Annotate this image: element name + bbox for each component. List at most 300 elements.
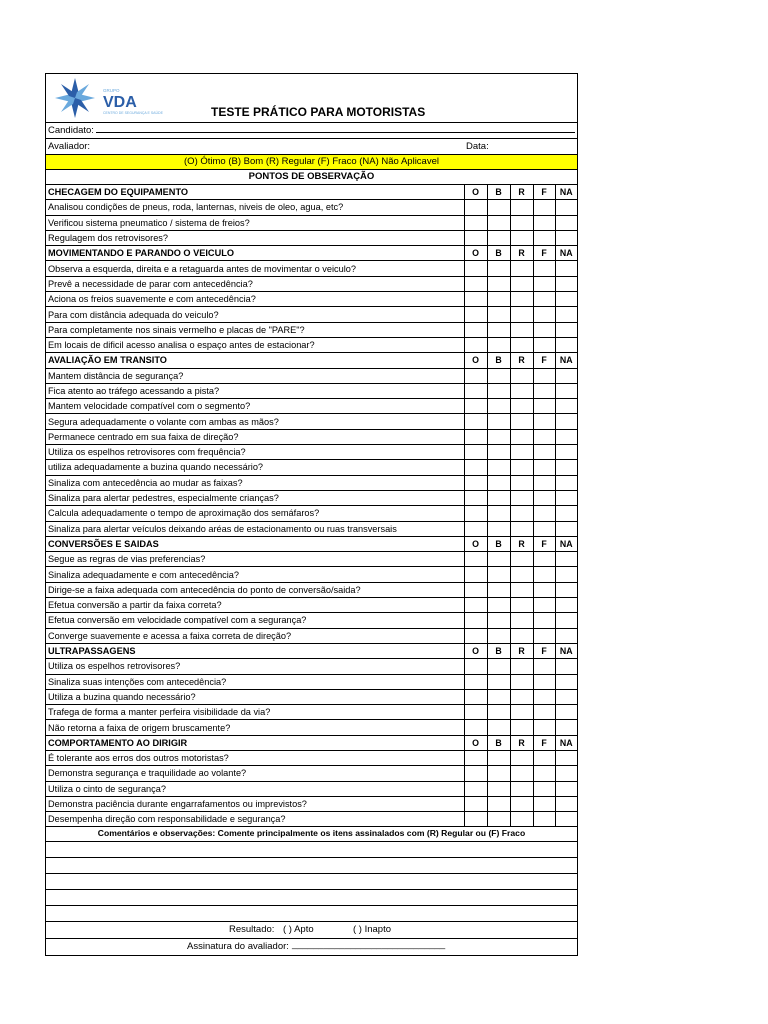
column-header: R: [510, 353, 533, 368]
rating-cell[interactable]: [533, 598, 555, 613]
rating-cell[interactable]: [464, 796, 487, 811]
rating-cell[interactable]: [533, 582, 555, 597]
section-title: CHECAGEM DO EQUIPAMENTO: [46, 185, 464, 200]
rating-cell[interactable]: [555, 261, 577, 276]
rating-cell[interactable]: [510, 689, 533, 704]
rating-cell[interactable]: [555, 307, 577, 322]
rating-cell[interactable]: [510, 230, 533, 245]
rating-cell[interactable]: [487, 781, 510, 796]
column-header: NA: [555, 536, 577, 551]
checklist-row: [46, 750, 577, 765]
section-header: [46, 536, 577, 551]
rating-cell[interactable]: [555, 598, 577, 613]
rating-cell[interactable]: [487, 276, 510, 291]
rating-cell[interactable]: [487, 659, 510, 674]
checklist-row: [46, 781, 577, 796]
rating-cell[interactable]: [510, 812, 533, 827]
checklist-question: Utiliza os espelhos retrovisores com frequência?: [46, 445, 464, 460]
rating-cell[interactable]: [464, 215, 487, 230]
checklist-row: [46, 689, 577, 704]
rating-cell[interactable]: [464, 230, 487, 245]
rating-cell[interactable]: [533, 659, 555, 674]
column-header: B: [487, 246, 510, 261]
rating-cell[interactable]: [533, 337, 555, 352]
rating-cell[interactable]: [533, 720, 555, 735]
rating-cell[interactable]: [464, 598, 487, 613]
rating-cell[interactable]: [555, 750, 577, 765]
checklist-question: Sinaliza suas intenções com antecedência?: [46, 674, 464, 689]
rating-cell[interactable]: [510, 200, 533, 215]
column-header: R: [510, 735, 533, 750]
checklist-question: Para completamente nos sinais vermelho e placas de "PARE"?: [46, 322, 464, 337]
checklist-question: Permanece centrado em sua faixa de direção?: [46, 429, 464, 444]
rating-cell[interactable]: [555, 796, 577, 811]
rating-cell[interactable]: [510, 613, 533, 628]
page-title: TESTE PRÁTICO PARA MOTORISTAS: [211, 105, 426, 119]
checklist-row: [46, 628, 577, 643]
rating-cell[interactable]: [510, 337, 533, 352]
rating-cell[interactable]: [487, 337, 510, 352]
rating-cell[interactable]: [510, 750, 533, 765]
checklist-row: [46, 215, 577, 230]
column-header: O: [464, 185, 487, 200]
rating-cell[interactable]: [533, 750, 555, 765]
column-header: O: [464, 536, 487, 551]
checklist-question: Mantem velocidade compatível com o segmento?: [46, 399, 464, 414]
rating-cell[interactable]: [510, 445, 533, 460]
rating-cell[interactable]: [555, 230, 577, 245]
rating-cell[interactable]: [464, 399, 487, 414]
rating-cell[interactable]: [464, 628, 487, 643]
checklist-row: [46, 812, 577, 827]
rating-cell[interactable]: [464, 705, 487, 720]
rating-cell[interactable]: [510, 552, 533, 567]
section-title: MOVIMENTANDO E PARANDO O VEICULO: [46, 246, 464, 261]
checklist-question: Trafega de forma a manter perfeira visibilidade da via?: [46, 705, 464, 720]
rating-cell[interactable]: [464, 307, 487, 322]
rating-cell[interactable]: [464, 567, 487, 582]
checklist-question: Analisou condições de pneus, roda, lanternas, niveis de oleo, agua, etc?: [46, 200, 464, 215]
column-header: O: [464, 246, 487, 261]
rating-cell[interactable]: [464, 414, 487, 429]
rating-cell[interactable]: [487, 475, 510, 490]
rating-cell[interactable]: [487, 307, 510, 322]
rating-cell[interactable]: [464, 276, 487, 291]
checklist-question: Prevê a necessidade de parar com antecedência?: [46, 276, 464, 291]
column-header: R: [510, 246, 533, 261]
rating-cell[interactable]: [487, 521, 510, 536]
rating-cell[interactable]: [510, 368, 533, 383]
checklist-row: [46, 230, 577, 245]
rating-cell[interactable]: [487, 582, 510, 597]
rating-cell[interactable]: [533, 414, 555, 429]
checklist-question: Aciona os freios suavemente e com antecedência?: [46, 292, 464, 307]
rating-cell[interactable]: [533, 383, 555, 398]
rating-cell[interactable]: [533, 705, 555, 720]
rating-cell[interactable]: [487, 460, 510, 475]
rating-cell[interactable]: [487, 628, 510, 643]
rating-cell[interactable]: [533, 475, 555, 490]
rating-cell[interactable]: [464, 200, 487, 215]
rating-cell[interactable]: [510, 674, 533, 689]
rating-cell[interactable]: [510, 215, 533, 230]
column-header: NA: [555, 353, 577, 368]
rating-cell[interactable]: [555, 582, 577, 597]
checklist-question: Utiliza a buzina quando necessário?: [46, 689, 464, 704]
comment-line[interactable]: [46, 842, 577, 858]
rating-cell[interactable]: [555, 215, 577, 230]
rating-cell[interactable]: [555, 628, 577, 643]
rating-cell[interactable]: [510, 490, 533, 505]
rating-cell[interactable]: [510, 659, 533, 674]
rating-cell[interactable]: [487, 796, 510, 811]
rating-cell[interactable]: [555, 383, 577, 398]
rating-cell[interactable]: [487, 292, 510, 307]
rating-cell[interactable]: [487, 414, 510, 429]
rating-cell[interactable]: [487, 812, 510, 827]
checklist-question: Sinaliza para alertar pedestres, especialmente crianças?: [46, 490, 464, 505]
driver-test-form: [45, 73, 578, 956]
checklist-question: Efetua conversão a partir da faixa correta?: [46, 598, 464, 613]
checklist-row: [46, 490, 577, 505]
rating-cell[interactable]: [510, 766, 533, 781]
checklist-row: [46, 674, 577, 689]
column-header: B: [487, 185, 510, 200]
section-header: [46, 246, 577, 261]
column-header: B: [487, 643, 510, 658]
rating-cell[interactable]: [555, 720, 577, 735]
column-header: B: [487, 536, 510, 551]
rating-cell[interactable]: [510, 383, 533, 398]
checklist-row: [46, 261, 577, 276]
rating-cell[interactable]: [555, 276, 577, 291]
checklist-question: Desempenha direção com responsabilidade e segurança?: [46, 812, 464, 827]
rating-cell[interactable]: [555, 337, 577, 352]
rating-cell[interactable]: [533, 292, 555, 307]
rating-cell[interactable]: [533, 429, 555, 444]
checklist-row: [46, 475, 577, 490]
rating-cell[interactable]: [533, 276, 555, 291]
rating-cell[interactable]: [555, 292, 577, 307]
rating-cell[interactable]: [487, 705, 510, 720]
rating-cell[interactable]: [533, 766, 555, 781]
rating-cell[interactable]: [464, 689, 487, 704]
rating-cell[interactable]: [464, 812, 487, 827]
rating-cell[interactable]: [487, 322, 510, 337]
rating-cell[interactable]: [487, 689, 510, 704]
rating-cell[interactable]: [533, 215, 555, 230]
rating-cell[interactable]: [487, 383, 510, 398]
checklist-question: Observa a esquerda, direita e a retaguarda antes de movimentar o veiculo?: [46, 261, 464, 276]
checklist-question: Verificou sistema pneumatico / sistema de freios?: [46, 215, 464, 230]
rating-cell[interactable]: [464, 659, 487, 674]
rating-cell[interactable]: [510, 796, 533, 811]
rating-cell[interactable]: [533, 552, 555, 567]
rating-cell[interactable]: [533, 490, 555, 505]
checklist-question: Regulagem dos retrovisores?: [46, 230, 464, 245]
rating-cell[interactable]: [487, 200, 510, 215]
checklist-row: [46, 445, 577, 460]
section-header: [46, 353, 577, 368]
checklist-row: [46, 552, 577, 567]
rating-cell[interactable]: [533, 567, 555, 582]
rating-cell[interactable]: [510, 475, 533, 490]
comment-line[interactable]: [46, 890, 577, 906]
rating-cell[interactable]: [555, 445, 577, 460]
rating-cell[interactable]: [510, 781, 533, 796]
rating-cell[interactable]: [555, 689, 577, 704]
signature-row: [46, 939, 577, 955]
logo-brand-text: VDA: [103, 94, 137, 111]
rating-cell[interactable]: [487, 429, 510, 444]
rating-cell[interactable]: [533, 628, 555, 643]
rating-cell[interactable]: [533, 399, 555, 414]
rating-cell[interactable]: [555, 521, 577, 536]
rating-cell[interactable]: [555, 368, 577, 383]
rating-cell[interactable]: [464, 674, 487, 689]
rating-cell[interactable]: [555, 552, 577, 567]
column-header: F: [533, 536, 555, 551]
result-label: Resultado:: [229, 924, 275, 936]
rating-cell[interactable]: [464, 613, 487, 628]
rating-cell[interactable]: [533, 521, 555, 536]
form-header: [46, 74, 577, 123]
rating-cell[interactable]: [510, 521, 533, 536]
column-header: F: [533, 643, 555, 658]
rating-cell[interactable]: [533, 322, 555, 337]
column-header: NA: [555, 735, 577, 750]
rating-cell[interactable]: [510, 307, 533, 322]
rating-cell[interactable]: [555, 414, 577, 429]
rating-cell[interactable]: [464, 582, 487, 597]
rating-cell[interactable]: [487, 598, 510, 613]
rating-cell[interactable]: [510, 460, 533, 475]
rating-cell[interactable]: [555, 200, 577, 215]
rating-cell[interactable]: [510, 399, 533, 414]
column-header: O: [464, 735, 487, 750]
candidate-label: Candidato:: [48, 125, 94, 136]
rating-cell[interactable]: [533, 230, 555, 245]
comments-title: Comentários e observações: Comente principalmente os itens assinalados com (R) Regular ou (F) Fraco: [46, 827, 577, 842]
column-header: O: [464, 643, 487, 658]
rating-cell[interactable]: [464, 337, 487, 352]
checklist-row: [46, 429, 577, 444]
rating-cell[interactable]: [533, 674, 555, 689]
rating-cell[interactable]: [487, 766, 510, 781]
column-header: R: [510, 643, 533, 658]
section-title: CONVERSÕES E SAIDAS: [46, 536, 464, 551]
rating-cell[interactable]: [487, 613, 510, 628]
column-header: NA: [555, 185, 577, 200]
rating-cell[interactable]: [487, 261, 510, 276]
rating-cell[interactable]: [510, 705, 533, 720]
rating-cell[interactable]: [510, 506, 533, 521]
section-title: COMPORTAMENTO AO DIRIGIR: [46, 735, 464, 750]
rating-cell[interactable]: [464, 261, 487, 276]
result-inapto-option[interactable]: ( ) Inapto: [353, 924, 392, 936]
column-header: B: [487, 735, 510, 750]
rating-cell[interactable]: [533, 460, 555, 475]
checklist-question: Utiliza o cinto de segurança?: [46, 781, 464, 796]
checklist-question: Segue as regras de vias preferencias?: [46, 552, 464, 567]
rating-cell[interactable]: [533, 368, 555, 383]
checklist-question: Calcula adequadamente o tempo de aproximação dos semáfaros?: [46, 506, 464, 521]
rating-cell[interactable]: [555, 399, 577, 414]
date-label: Data:: [466, 141, 489, 152]
rating-cell[interactable]: [464, 750, 487, 765]
rating-cell[interactable]: [555, 475, 577, 490]
rating-cell[interactable]: [510, 261, 533, 276]
column-header: R: [510, 536, 533, 551]
rating-cell[interactable]: [533, 613, 555, 628]
rating-cell[interactable]: [464, 720, 487, 735]
checklist-row: [46, 521, 577, 536]
rating-cell[interactable]: [555, 766, 577, 781]
checklist-question: utiliza adequadamente a buzina quando necessário?: [46, 460, 464, 475]
rating-cell[interactable]: [510, 322, 533, 337]
rating-cell[interactable]: [464, 460, 487, 475]
checklist-question: Utiliza os espelhos retrovisores?: [46, 659, 464, 674]
rating-cell[interactable]: [555, 705, 577, 720]
rating-cell[interactable]: [464, 368, 487, 383]
rating-cell[interactable]: [464, 445, 487, 460]
section-title: ULTRAPASSAGENS: [46, 643, 464, 658]
vda-logo: [51, 76, 181, 120]
checklist-question: Demonstra paciência durante engarrafamentos ou imprevistos?: [46, 796, 464, 811]
rating-cell[interactable]: [555, 490, 577, 505]
rating-cell[interactable]: [555, 322, 577, 337]
comment-line[interactable]: [46, 906, 577, 922]
rating-cell[interactable]: [464, 322, 487, 337]
checklist-row: [46, 200, 577, 215]
checklist-row: [46, 659, 577, 674]
rating-cell[interactable]: [464, 521, 487, 536]
rating-cell[interactable]: [555, 506, 577, 521]
checklist-row: [46, 720, 577, 735]
section-title: AVALIAÇÃO EM TRANSITO: [46, 353, 464, 368]
rating-cell[interactable]: [510, 598, 533, 613]
checklist-row: [46, 337, 577, 352]
rating-cell[interactable]: [555, 674, 577, 689]
star-logo-icon: [51, 76, 181, 120]
rating-cell[interactable]: [510, 276, 533, 291]
rating-cell[interactable]: [464, 429, 487, 444]
rating-cell[interactable]: [510, 414, 533, 429]
rating-cell[interactable]: [464, 490, 487, 505]
rating-cell[interactable]: [555, 460, 577, 475]
rating-cell[interactable]: [487, 506, 510, 521]
points-title: PONTOS DE OBSERVAÇÃO: [46, 170, 577, 185]
checklist-question: Sinaliza adequadamente e com antecedência?: [46, 567, 464, 582]
comment-line[interactable]: [46, 858, 577, 874]
column-header: NA: [555, 643, 577, 658]
checklist-row: [46, 307, 577, 322]
rating-cell[interactable]: [533, 200, 555, 215]
signature-line[interactable]: _____________________________: [292, 939, 446, 951]
rating-cell[interactable]: [464, 475, 487, 490]
candidate-row: [46, 123, 577, 139]
column-header: F: [533, 185, 555, 200]
rating-cell[interactable]: [533, 261, 555, 276]
logo-tagline-text: CENTRO DE SEGURANÇA E SAÚDE: [103, 111, 163, 115]
checklist-row: [46, 506, 577, 521]
rating-cell[interactable]: [533, 506, 555, 521]
rating-cell[interactable]: [555, 567, 577, 582]
checklist-question: Converge suavemente e acessa a faixa correta de direção?: [46, 628, 464, 643]
rating-cell[interactable]: [555, 429, 577, 444]
rating-cell[interactable]: [464, 781, 487, 796]
rating-cell[interactable]: [555, 613, 577, 628]
rating-cell[interactable]: [555, 812, 577, 827]
rating-cell[interactable]: [487, 490, 510, 505]
rating-cell[interactable]: [533, 307, 555, 322]
section-header: [46, 185, 577, 200]
candidate-field[interactable]: [96, 132, 575, 133]
rating-cell[interactable]: [487, 215, 510, 230]
logo-group-text: GRUPO: [103, 88, 120, 93]
rating-cell[interactable]: [487, 445, 510, 460]
checklist-question: Demonstra segurança e traquilidade ao volante?: [46, 766, 464, 781]
evaluator-row: [46, 139, 577, 155]
checklist-row: [46, 383, 577, 398]
rating-cell[interactable]: [464, 383, 487, 398]
column-header: F: [533, 353, 555, 368]
rating-cell[interactable]: [510, 628, 533, 643]
rating-cell[interactable]: [533, 445, 555, 460]
rating-cell[interactable]: [487, 674, 510, 689]
checklist-row: [46, 292, 577, 307]
rating-cell[interactable]: [533, 781, 555, 796]
checklist-row: [46, 598, 577, 613]
rating-cell[interactable]: [533, 689, 555, 704]
comment-line[interactable]: [46, 874, 577, 890]
rating-cell[interactable]: [487, 750, 510, 765]
rating-cell[interactable]: [510, 292, 533, 307]
rating-cell[interactable]: [533, 812, 555, 827]
checklist-question: Sinaliza com antecedência ao mudar as faixas?: [46, 475, 464, 490]
rating-cell[interactable]: [487, 368, 510, 383]
checklist-row: [46, 414, 577, 429]
rating-cell[interactable]: [464, 506, 487, 521]
rating-cell[interactable]: [510, 567, 533, 582]
rating-cell[interactable]: [487, 399, 510, 414]
checklist-table: [46, 185, 577, 827]
result-apto-option[interactable]: ( ) Apto: [283, 924, 314, 936]
section-header: [46, 643, 577, 658]
column-header: F: [533, 735, 555, 750]
rating-cell[interactable]: [487, 567, 510, 582]
rating-cell[interactable]: [555, 659, 577, 674]
rating-cell[interactable]: [487, 230, 510, 245]
rating-cell[interactable]: [510, 582, 533, 597]
checklist-row: [46, 567, 577, 582]
checklist-question: Efetua conversão em velocidade compatível com a segurança?: [46, 613, 464, 628]
rating-cell[interactable]: [510, 429, 533, 444]
rating-cell[interactable]: [464, 766, 487, 781]
rating-cell[interactable]: [533, 796, 555, 811]
checklist-row: [46, 460, 577, 475]
checklist-row: [46, 399, 577, 414]
rating-cell[interactable]: [464, 292, 487, 307]
rating-cell[interactable]: [487, 552, 510, 567]
rating-cell[interactable]: [464, 552, 487, 567]
column-header: O: [464, 353, 487, 368]
rating-cell[interactable]: [510, 720, 533, 735]
rating-cell[interactable]: [487, 720, 510, 735]
checklist-question: Não retorna a faixa de origem bruscamente?: [46, 720, 464, 735]
rating-cell[interactable]: [555, 781, 577, 796]
checklist-row: [46, 613, 577, 628]
